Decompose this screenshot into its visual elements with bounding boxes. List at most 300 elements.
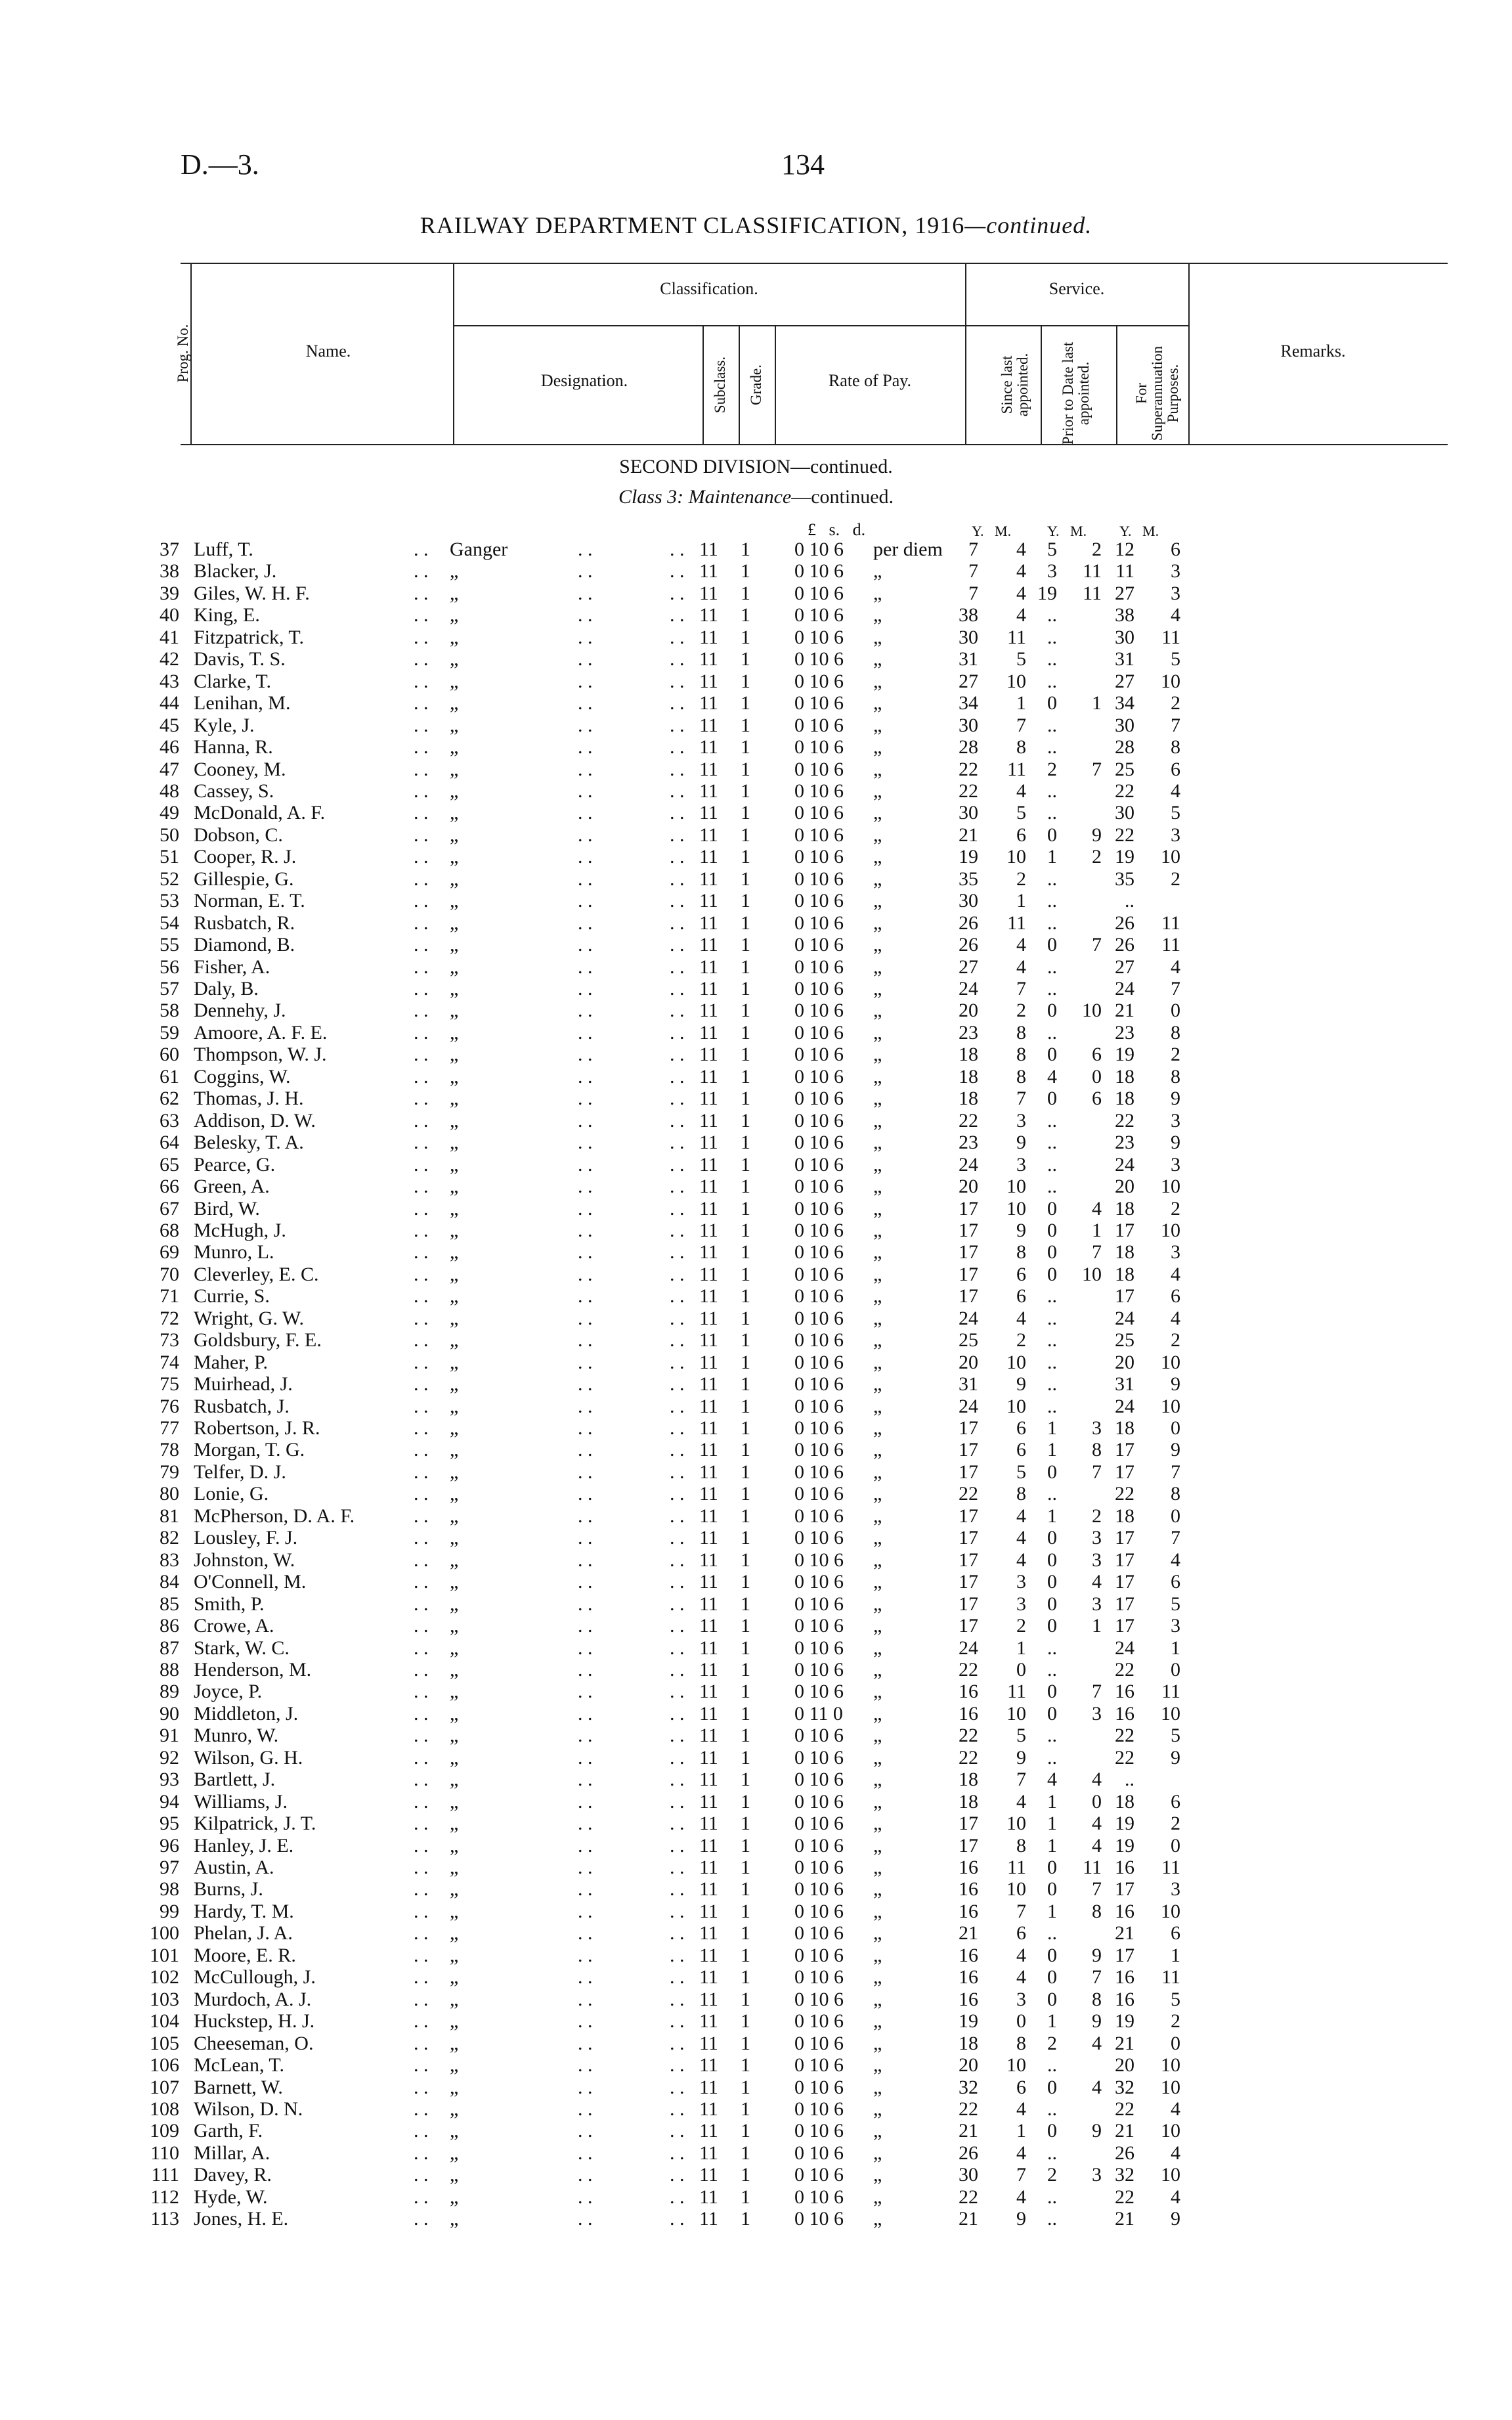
name: Fisher, A.	[194, 956, 270, 978]
leader-dots: . .	[670, 1483, 685, 1505]
super-months: 10	[1161, 2120, 1180, 2142]
prog-no: 85	[160, 1593, 179, 1615]
table-row	[0, 1198, 1512, 1220]
leader-dots: . .	[670, 1702, 685, 1725]
prog-no: 107	[150, 2076, 179, 2098]
designation: „	[450, 1571, 459, 1593]
since-last-months: 4	[1016, 560, 1026, 583]
prog-no: 54	[160, 912, 179, 934]
table-row	[0, 1989, 1512, 2010]
super-years: 26	[1115, 934, 1134, 956]
super-months: 4	[1171, 780, 1180, 802]
name: Crowe, A.	[194, 1615, 274, 1637]
prog-no: 80	[160, 1483, 179, 1505]
leader-dots: . .	[578, 1702, 593, 1725]
leader-dots: . .	[414, 1571, 429, 1593]
subclass: 11	[699, 2142, 718, 2164]
leader-dots: . .	[578, 1746, 593, 1769]
prog-no: 52	[160, 868, 179, 890]
leader-dots: . .	[670, 2164, 685, 2186]
super-years: 17	[1115, 1571, 1134, 1593]
leader-dots: . .	[578, 1922, 593, 1945]
prior-months: 7	[1092, 1681, 1102, 1703]
since-last-years: 23	[959, 1021, 978, 1044]
subclass: 11	[699, 1219, 718, 1241]
since-last-years: 20	[959, 1176, 978, 1198]
name: Cassey, S.	[194, 780, 274, 802]
since-last-years: 20	[959, 1351, 978, 1373]
rate-of-pay: 0 10 6	[794, 1944, 844, 1966]
pay-basis: „	[873, 868, 882, 890]
since-last-years: 17	[959, 1417, 978, 1439]
leader-dots: . .	[670, 758, 685, 780]
leader-dots: . .	[578, 1769, 593, 1791]
prior-months: 4	[1092, 2032, 1102, 2054]
table-row	[0, 736, 1512, 758]
designation: „	[450, 1988, 459, 2010]
prog-no: 100	[150, 1922, 179, 1945]
leader-dots: . .	[414, 1725, 429, 1747]
prior-years: ..	[1047, 1132, 1057, 1154]
super-months: 10	[1161, 1395, 1180, 1417]
leader-dots: . .	[578, 1109, 593, 1132]
rate-of-pay: 0 10 6	[794, 1395, 844, 1417]
designation: „	[450, 1549, 459, 1571]
grade: 1	[741, 1417, 750, 1439]
grade: 1	[741, 1966, 750, 1989]
leader-dots: . .	[414, 1439, 429, 1461]
grade: 1	[741, 1351, 750, 1373]
since-last-months: 6	[1016, 1263, 1026, 1285]
leader-dots: . .	[670, 1966, 685, 1989]
prog-no: 72	[160, 1307, 179, 1329]
table-row	[0, 1154, 1512, 1176]
since-last-months: 4	[1016, 2098, 1026, 2120]
since-last-months: 8	[1016, 1483, 1026, 1505]
grade: 1	[741, 758, 750, 780]
rate-of-pay: 0 10 6	[794, 1900, 844, 1922]
table-row	[0, 1241, 1512, 1263]
super-months: 10	[1161, 1702, 1180, 1725]
pay-basis: „	[873, 1373, 882, 1396]
leader-dots: . .	[578, 890, 593, 912]
super-years: 32	[1115, 2076, 1134, 2098]
leader-dots: . .	[670, 1153, 685, 1176]
designation: „	[450, 648, 459, 671]
rate-of-pay: 0 10 6	[794, 2098, 844, 2120]
leader-dots: . .	[414, 2120, 429, 2142]
table-row	[0, 1571, 1512, 1593]
leader-dots: . .	[414, 1263, 429, 1285]
prog-no: 71	[160, 1285, 179, 1308]
table-row	[0, 2142, 1512, 2164]
prog-no: 108	[150, 2098, 179, 2120]
since-last-months: 0	[1016, 2010, 1026, 2033]
leader-dots: . .	[670, 692, 685, 715]
name: Wilson, D. N.	[194, 2098, 303, 2120]
prior-years: ..	[1047, 670, 1057, 692]
since-last-months: 10	[1006, 1878, 1026, 1901]
super-years: 22	[1115, 824, 1134, 846]
subclass: 11	[699, 2186, 718, 2208]
grade: 1	[741, 978, 750, 1000]
table-row	[0, 1110, 1512, 1132]
name: Davis, T. S.	[194, 648, 286, 671]
designation: „	[450, 1439, 459, 1461]
pay-basis: „	[873, 1702, 882, 1725]
leader-dots: . .	[414, 1637, 429, 1659]
pay-basis: „	[873, 1593, 882, 1615]
super-years: 31	[1115, 1373, 1134, 1396]
subclass: 11	[699, 1658, 718, 1681]
super-months: 1	[1171, 1944, 1180, 1966]
leader-dots: . .	[670, 868, 685, 890]
designation: „	[450, 1813, 459, 1835]
pay-basis: „	[873, 2076, 882, 2098]
subclass: 11	[699, 868, 718, 890]
name: Phelan, J. A.	[194, 1922, 293, 1945]
designation: „	[450, 1088, 459, 1110]
designation: „	[450, 1878, 459, 1901]
super-years: 24	[1115, 1395, 1134, 1417]
prior-years: ..	[1047, 890, 1057, 912]
leader-dots: . .	[578, 1461, 593, 1483]
name: Norman, E. T.	[194, 890, 305, 912]
name: Cleverley, E. C.	[194, 1263, 319, 1285]
leader-dots: . .	[414, 1527, 429, 1549]
rate-of-pay: 0 10 6	[794, 1197, 844, 1220]
super-months: 10	[1161, 846, 1180, 868]
leader-dots: . .	[414, 736, 429, 759]
class-suffix: —continued.	[791, 486, 894, 508]
designation: „	[450, 1944, 459, 1966]
super-months: 4	[1171, 1263, 1180, 1285]
name: Pearce, G.	[194, 1153, 276, 1176]
table-row	[0, 2010, 1512, 2032]
prior-months: 7	[1092, 1241, 1102, 1264]
name: Blacker, J.	[194, 560, 277, 583]
super-months: 9	[1171, 1373, 1180, 1396]
table-row	[0, 648, 1512, 670]
super-months: 6	[1171, 1922, 1180, 1945]
leader-dots: . .	[578, 802, 593, 824]
leader-dots: . .	[578, 1834, 593, 1857]
prog-no: 90	[160, 1702, 179, 1725]
leader-dots: . .	[414, 1241, 429, 1264]
leader-dots: . .	[414, 1065, 429, 1088]
rate-of-pay: 0 10 6	[794, 868, 844, 890]
prog-no: 46	[160, 736, 179, 759]
subclass: 11	[699, 758, 718, 780]
leader-dots: . .	[414, 1813, 429, 1835]
prior-years: 0	[1047, 1571, 1057, 1593]
super-years: 17	[1115, 1219, 1134, 1241]
subclass: 11	[699, 802, 718, 824]
since-last-years: 30	[959, 890, 978, 912]
leader-dots: . .	[670, 1044, 685, 1066]
pay-basis: „	[873, 1351, 882, 1373]
designation: „	[450, 1527, 459, 1549]
subclass: 11	[699, 1461, 718, 1483]
grade: 1	[741, 560, 750, 583]
designation: „	[450, 1044, 459, 1066]
super-years: 18	[1115, 1263, 1134, 1285]
table-row	[0, 759, 1512, 780]
header-classification: Classification.	[660, 279, 758, 298]
since-last-years: 22	[959, 780, 978, 802]
rate-of-pay: 0 10 6	[794, 1329, 844, 1352]
since-last-months: 9	[1016, 1746, 1026, 1769]
grade: 1	[741, 912, 750, 934]
name: Joyce, P.	[194, 1681, 263, 1703]
super-months: 5	[1171, 1593, 1180, 1615]
table-row	[0, 1000, 1512, 1021]
since-last-months: 4	[1016, 539, 1026, 560]
since-last-months: 2	[1016, 868, 1026, 890]
since-last-months: 3	[1016, 1988, 1026, 2010]
pay-basis: „	[873, 1658, 882, 1681]
since-last-years: 18	[959, 1065, 978, 1088]
table-row	[0, 2054, 1512, 2076]
grade: 1	[741, 1790, 750, 1813]
designation: „	[450, 692, 459, 715]
since-last-years: 22	[959, 1483, 978, 1505]
prior-years: 1	[1047, 2010, 1057, 2033]
pay-basis: „	[873, 560, 882, 583]
since-last-years: 18	[959, 1769, 978, 1791]
prog-no: 45	[160, 714, 179, 736]
leader-dots: . .	[414, 2142, 429, 2164]
grade: 1	[741, 956, 750, 978]
leader-dots: . .	[578, 1571, 593, 1593]
leader-dots: . .	[414, 912, 429, 934]
super-years: 18	[1115, 1505, 1134, 1527]
leader-dots: . .	[414, 604, 429, 627]
leader-dots: . .	[578, 2098, 593, 2120]
super-months: 5	[1171, 802, 1180, 824]
table-row	[0, 2164, 1512, 2186]
subclass: 11	[699, 2098, 718, 2120]
pay-basis: „	[873, 582, 882, 604]
super-months: 11	[1161, 1966, 1180, 1989]
subclass: 11	[699, 2120, 718, 2142]
rate-of-pay: 0 10 6	[794, 1132, 844, 1154]
designation: „	[450, 1000, 459, 1022]
super-years: 17	[1115, 1439, 1134, 1461]
prior-months: 6	[1092, 1088, 1102, 1110]
super-months: 0	[1171, 1505, 1180, 1527]
subclass: 11	[699, 2076, 718, 2098]
prog-no: 103	[150, 1988, 179, 2010]
leader-dots: . .	[578, 692, 593, 715]
table-row	[0, 2186, 1512, 2208]
pay-basis: „	[873, 692, 882, 715]
leader-dots: . .	[578, 978, 593, 1000]
since-last-years: 16	[959, 1944, 978, 1966]
leader-dots: . .	[670, 1790, 685, 1813]
leader-dots: . .	[670, 560, 685, 583]
since-last-months: 6	[1016, 2076, 1026, 2098]
leader-dots: . .	[670, 1593, 685, 1615]
leader-dots: . .	[670, 1000, 685, 1022]
prior-years: 0	[1047, 1681, 1057, 1703]
since-last-months: 8	[1016, 1241, 1026, 1264]
grade: 1	[741, 1373, 750, 1396]
table-row	[0, 1417, 1512, 1439]
since-last-months: 10	[1006, 1813, 1026, 1835]
prior-years: ..	[1047, 714, 1057, 736]
pay-basis: „	[873, 2054, 882, 2077]
prog-no: 73	[160, 1329, 179, 1352]
pay-basis: „	[873, 1021, 882, 1044]
prior-years: ..	[1047, 780, 1057, 802]
since-last-months: 7	[1016, 714, 1026, 736]
leader-dots: . .	[578, 626, 593, 648]
since-last-months: 0	[1016, 1658, 1026, 1681]
super-months: 4	[1171, 956, 1180, 978]
rate-of-pay: 0 11 0	[794, 1702, 843, 1725]
rate-of-pay: 0 10 6	[794, 978, 844, 1000]
subclass: 11	[699, 1176, 718, 1198]
prior-years: ..	[1047, 604, 1057, 627]
service-units-1: Y. M.	[972, 523, 1012, 539]
prog-no: 64	[160, 1132, 179, 1154]
since-last-months: 8	[1016, 736, 1026, 759]
table-row	[0, 1835, 1512, 1857]
since-last-years: 30	[959, 714, 978, 736]
prior-months: 7	[1092, 1966, 1102, 1989]
leader-dots: . .	[414, 1857, 429, 1878]
pay-basis: „	[873, 736, 882, 759]
grade: 1	[741, 846, 750, 868]
pay-basis: „	[873, 1439, 882, 1461]
rate-of-pay: 0 10 6	[794, 780, 844, 802]
super-years: 27	[1115, 582, 1134, 604]
leader-dots: . .	[578, 1900, 593, 1922]
leader-dots: . .	[670, 1439, 685, 1461]
leader-dots: . .	[414, 1549, 429, 1571]
since-last-months: 7	[1016, 2164, 1026, 2186]
pay-basis: „	[873, 1637, 882, 1659]
prior-years: ..	[1047, 868, 1057, 890]
super-years: 19	[1115, 1834, 1134, 1857]
name: Dobson, C.	[194, 824, 283, 846]
since-last-months: 6	[1016, 1285, 1026, 1308]
super-years: 38	[1115, 604, 1134, 627]
super-years: 24	[1115, 1637, 1134, 1659]
prior-months: 11	[1083, 1857, 1102, 1878]
super-years: 18	[1115, 1790, 1134, 1813]
name: Hanley, J. E.	[194, 1834, 294, 1857]
rate-of-pay: 0 10 6	[794, 626, 844, 648]
prior-years: ..	[1047, 1483, 1057, 1505]
leader-dots: . .	[414, 802, 429, 824]
prior-years: 1	[1047, 1900, 1057, 1922]
rate-of-pay: 0 10 6	[794, 2032, 844, 2054]
super-months: 8	[1171, 736, 1180, 759]
grade: 1	[741, 1000, 750, 1022]
prog-no: 84	[160, 1571, 179, 1593]
super-years: 19	[1115, 2010, 1134, 2033]
super-months: 10	[1161, 2076, 1180, 2098]
table-row	[0, 1373, 1512, 1395]
since-last-years: 16	[959, 1878, 978, 1901]
header-prior-to-date: Prior to Date last appointed.	[1060, 341, 1092, 445]
name: Moore, E. R.	[194, 1944, 296, 1966]
designation: „	[450, 1900, 459, 1922]
leader-dots: . .	[578, 1505, 593, 1527]
since-last-years: 20	[959, 1000, 978, 1022]
prog-no: 59	[160, 1021, 179, 1044]
super-months: 1	[1171, 1637, 1180, 1659]
header-superannuation: For Superannuation Purposes.	[1133, 345, 1181, 441]
subclass: 11	[699, 1681, 718, 1703]
leader-dots: . .	[414, 1219, 429, 1241]
prog-no: 79	[160, 1461, 179, 1483]
since-last-months: 7	[1016, 1769, 1026, 1791]
subclass: 11	[699, 582, 718, 604]
prog-no: 77	[160, 1417, 179, 1439]
prog-no: 74	[160, 1351, 179, 1373]
designation: „	[450, 1395, 459, 1417]
prior-years: 1	[1047, 1505, 1057, 1527]
leader-dots: . .	[578, 670, 593, 692]
super-months: 7	[1171, 978, 1180, 1000]
subclass: 11	[699, 890, 718, 912]
rate-of-pay: 0 10 6	[794, 912, 844, 934]
super-months: 6	[1171, 1571, 1180, 1593]
prog-no: 88	[160, 1658, 179, 1681]
since-last-years: 22	[959, 758, 978, 780]
rate-of-pay: 0 10 6	[794, 1351, 844, 1373]
prior-years: ..	[1047, 1285, 1057, 1308]
leader-dots: . .	[414, 1966, 429, 1989]
super-months: 0	[1171, 1000, 1180, 1022]
subclass: 11	[699, 1021, 718, 1044]
since-last-years: 24	[959, 978, 978, 1000]
prior-months: 9	[1092, 2120, 1102, 2142]
leader-dots: . .	[578, 1065, 593, 1088]
leader-dots: . .	[578, 1197, 593, 1220]
grade: 1	[741, 1021, 750, 1044]
prior-years: 0	[1047, 1241, 1057, 1264]
name: Muirhead, J.	[194, 1373, 293, 1396]
since-last-years: 30	[959, 2164, 978, 2186]
name: McHugh, J.	[194, 1219, 286, 1241]
subclass: 11	[699, 1813, 718, 1835]
since-last-years: 21	[959, 2208, 978, 2230]
rate-of-pay: 0 10 6	[794, 1439, 844, 1461]
super-months: 3	[1171, 1878, 1180, 1901]
name: McLean, T.	[194, 2054, 285, 2077]
since-last-years: 17	[959, 1813, 978, 1835]
grade: 1	[741, 1263, 750, 1285]
since-last-years: 16	[959, 1681, 978, 1703]
super-years: 18	[1115, 1417, 1134, 1439]
rate-of-pay: 0 10 6	[794, 846, 844, 868]
name: Currie, S.	[194, 1285, 270, 1308]
grade: 1	[741, 1109, 750, 1132]
rate-of-pay: 0 10 6	[794, 758, 844, 780]
designation: „	[450, 934, 459, 956]
leader-dots: . .	[670, 2098, 685, 2120]
prog-no: 61	[160, 1065, 179, 1088]
prior-months: 10	[1082, 1263, 1102, 1285]
leader-dots: . .	[414, 2164, 429, 2186]
designation: „	[450, 2120, 459, 2142]
table-row	[0, 1176, 1512, 1197]
prior-months: 4	[1092, 1197, 1102, 1220]
